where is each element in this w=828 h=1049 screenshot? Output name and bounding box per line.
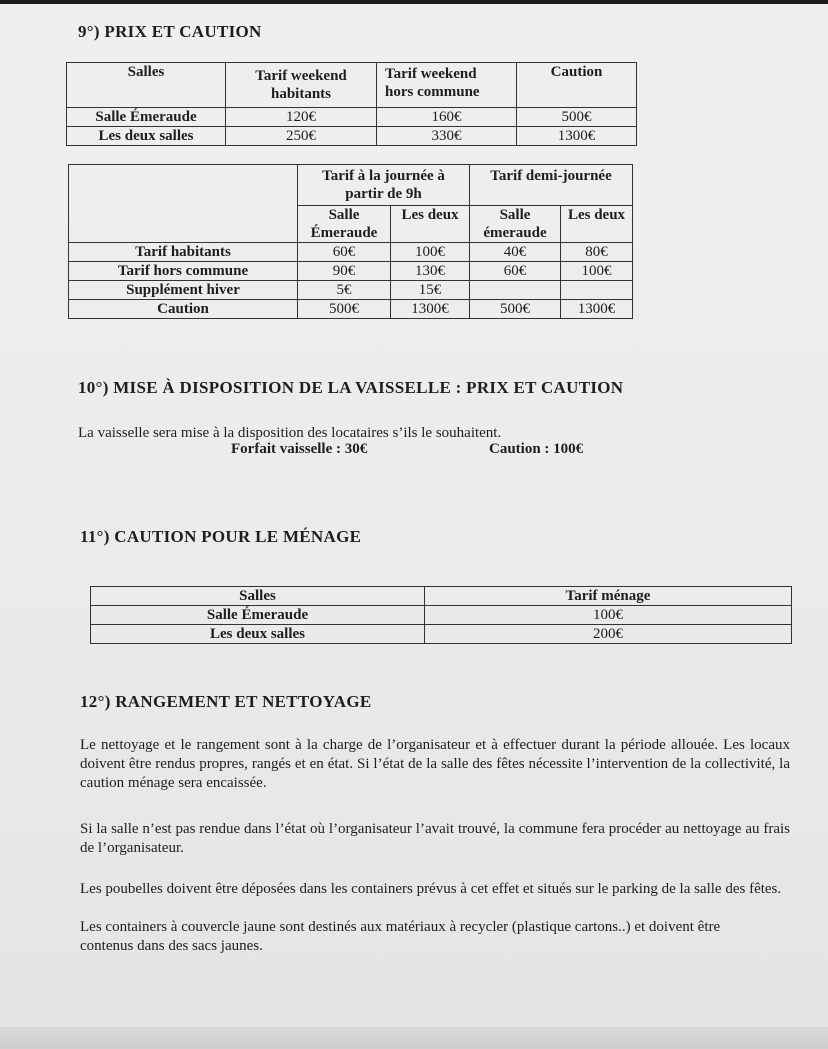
paragraph: Le nettoyage et le rangement sont à la charge de l’organisateur et à effectuer durant la période allouée. Les locaux doivent être rendus propres, rangés et en état. Si l’état de la salle des fêtes nécessite l’intervention de la collectivité, la caution ménage sera encaissée. bbox=[80, 737, 790, 791]
table-cell: Les deux salles bbox=[67, 127, 226, 146]
table-cell: 100€ bbox=[425, 606, 792, 625]
table-subheader: Les deux bbox=[561, 206, 633, 243]
price-table-day bbox=[68, 164, 633, 319]
table-row-label: Tarif habitants bbox=[69, 243, 298, 262]
empty-cell bbox=[69, 165, 298, 243]
table-cell: 5€ bbox=[298, 281, 391, 300]
table-cell: 1300€ bbox=[391, 300, 470, 319]
table-cell bbox=[561, 281, 633, 300]
table-group-header: Tarif à la journée à partir de 9h bbox=[298, 165, 470, 206]
table-cell: 100€ bbox=[561, 262, 633, 281]
bottom-edge bbox=[0, 1027, 828, 1049]
vaisselle-text: La vaisselle sera mise à la disposition des locataires s’ils le souhaitent. bbox=[78, 425, 502, 441]
table-cell: 40€ bbox=[470, 243, 561, 262]
table-cell: 1300€ bbox=[517, 127, 637, 146]
forfait-vaisselle: Forfait vaisselle : 30€ bbox=[231, 441, 368, 457]
table-cell: Salle Émeraude bbox=[67, 108, 226, 127]
top-border bbox=[0, 0, 828, 4]
table-cell: 90€ bbox=[298, 262, 391, 281]
table-cell: Les deux salles bbox=[91, 625, 425, 644]
table-cell: 60€ bbox=[470, 262, 561, 281]
cleaning-table bbox=[90, 586, 792, 644]
table-cell: 1300€ bbox=[561, 300, 633, 319]
table-header: Caution bbox=[517, 63, 637, 108]
table-cell: 500€ bbox=[517, 108, 637, 127]
table-cell: 60€ bbox=[298, 243, 391, 262]
table-cell: 160€ bbox=[377, 108, 517, 127]
table-group-header: Tarif demi-journée bbox=[470, 165, 633, 206]
section-11-title: 11°) CAUTION POUR LE MÉNAGE bbox=[80, 527, 362, 546]
table-header: Tarif weekend habitants bbox=[226, 63, 377, 108]
table-cell: 200€ bbox=[425, 625, 792, 644]
table-subheader: Les deux bbox=[391, 206, 470, 243]
table-cell: 80€ bbox=[561, 243, 633, 262]
table-cell: 120€ bbox=[226, 108, 377, 127]
table-subheader: Salle Émeraude bbox=[298, 206, 391, 243]
table-header: Tarif weekend hors commune bbox=[377, 63, 517, 108]
table-cell: 100€ bbox=[391, 243, 470, 262]
table-cell bbox=[470, 281, 561, 300]
table-cell: 250€ bbox=[226, 127, 377, 146]
caution-vaisselle: Caution : 100€ bbox=[489, 441, 584, 457]
section-9-title: 9°) PRIX ET CAUTION bbox=[78, 22, 262, 41]
table-cell: 15€ bbox=[391, 281, 470, 300]
table-row-label: Supplément hiver bbox=[69, 281, 298, 300]
table-header: Tarif ménage bbox=[425, 587, 792, 606]
table-header: Salles bbox=[67, 63, 226, 108]
table-cell: 500€ bbox=[470, 300, 561, 319]
table-cell: 330€ bbox=[377, 127, 517, 146]
paragraph: Les poubelles doivent être déposées dans les containers prévus à cet effet et situés sur le parking de la salle des fêtes. bbox=[80, 881, 782, 897]
paragraph: Les containers à couvercle jaune sont destinés aux matériaux à recycler (plastique cartons..) et doivent être contenus dans des sacs jaunes. bbox=[80, 919, 721, 954]
paragraph: Si la salle n’est pas rendue dans l’état où l’organisateur l’avait trouvé, la commune fera procéder au nettoyage au frais de l’organisateur. bbox=[80, 821, 790, 856]
table-row-label: Tarif hors commune bbox=[69, 262, 298, 281]
section-10-title: 10°) MISE À DISPOSITION DE LA VAISSELLE : PRIX ET CAUTION bbox=[78, 378, 624, 397]
table-cell: 500€ bbox=[298, 300, 391, 319]
table-cell: Salle Émeraude bbox=[91, 606, 425, 625]
table-subheader: Salle émeraude bbox=[470, 206, 561, 243]
table-cell: 130€ bbox=[391, 262, 470, 281]
section-12-title: 12°) RANGEMENT ET NETTOYAGE bbox=[80, 692, 372, 711]
table-header: Salles bbox=[91, 587, 425, 606]
table-row-label: Caution bbox=[69, 300, 298, 319]
price-table-weekend bbox=[66, 62, 637, 146]
